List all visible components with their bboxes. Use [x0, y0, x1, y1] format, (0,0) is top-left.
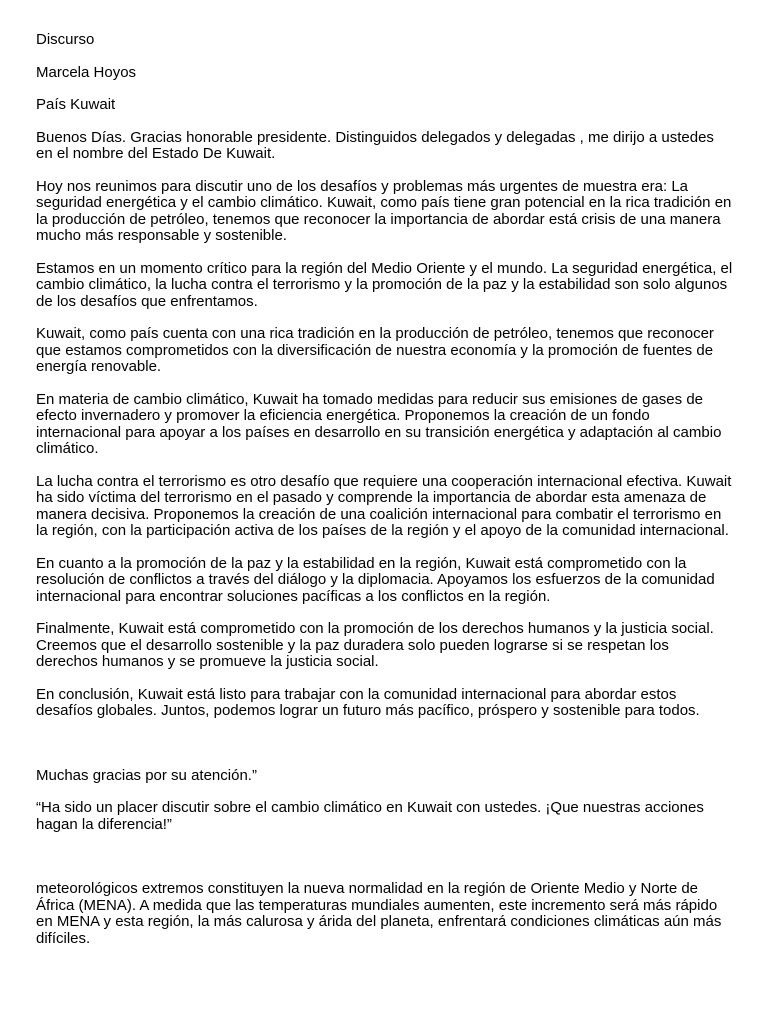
paragraph-diversification: Kuwait, como país cuenta con una rica tradición en la producción de petróleo, tenemos que reconocer que estamos comprometidos con la diversificación de nuestra economía y la promoción de fuentes de energía renovable. [36, 325, 714, 375]
paragraph-intro: Hoy nos reunimos para discutir uno de los desafíos y problemas más urgentes de muestra era: La seguridad energética y el cambio climático. Kuwait, como país tiene gran potencial en la rica tradición en la producción de petróleo, tenemos que reconocer la importancia de abordar está crisis de una manera mucho más responsable y sostenible. [36, 177, 732, 244]
closing-quote: “Ha sido un placer discutir sobre el cambio climático en Kuwait con ustedes. ¡Que nuestras acciones hagan la diferencia!” [36, 799, 704, 833]
paragraph-conclusion: En conclusión, Kuwait está listo para trabajar con la comunidad internacional para abordar estos desafíos globales. Juntos, podemos lograr un futuro más pacífico, próspero y sostenible para todos. [36, 685, 700, 719]
document-heading: Discurso [36, 31, 95, 48]
paragraph-climate-change: En materia de cambio climático, Kuwait ha tomado medidas para reducir sus emisiones de gases de efecto invernadero y promover la eficiencia energética. Proponemos la creación de un fondo internacional para apoyar a los países en desarrollo en su transición energética y adaptación al cambio climático. [36, 390, 722, 457]
closing-thanks: Muchas gracias por su atención.” [36, 766, 257, 784]
paragraph-terrorism: La lucha contra el terrorismo es otro desafío que requiere una cooperación internacional efectiva. Kuwait ha sido víctima del terrorismo en el pasado y comprende la importancia de abordar esta amenaza de manera decisiva. Proponemos la creación de una coalición internacional para combatir el terrorismo en la región, con la participación activa de los países de la región y el apoyo de la comunidad internacional. [36, 472, 732, 539]
trailing-fragment: meteorológicos extremos constituyen la nueva normalidad en la región de Oriente Medio y Norte de África (MENA). A medida que las temperaturas mundiales aumenten, este incremento será más rápido en MENA y esta región, la más calurosa y árida del planeta, enfrentará condiciones climáticas aún más difíciles. [36, 880, 722, 947]
paragraph-peace: En cuanto a la promoción de la paz y la estabilidad en la región, Kuwait está comprometido con la resolución de conflictos a través del diálogo y la diplomacia. Apoyamos los esfuerzos de la comunidad internacional para encontrar soluciones pacíficas a los conflictos en la región. [36, 554, 715, 605]
paragraph-critical-moment: Estamos en un momento crítico para la región del Medio Oriente y el mundo. La seguridad energética, el cambio climático, la lucha contra el terrorismo y la promoción de la paz y la estabilidad son solo algunos de los desafíos que enfrentamos. [36, 259, 733, 310]
author-name: Marcela Hoyos [36, 63, 137, 81]
country-label: País Kuwait [36, 96, 116, 113]
paragraph-human-rights: Finalmente, Kuwait está comprometido con la promoción de los derechos humanos y la justicia social. Creemos que el desarrollo sostenible y la paz duradera solo pueden lograrse si se respetan los derechos humanos y se promueve la justicia social. [36, 620, 714, 670]
paragraph-greeting: Buenos Días. Gracias honorable presidente. Distinguidos delegados y delegadas , me dirijo a ustedes en el nombre del Estado De Kuwait. [36, 128, 714, 162]
